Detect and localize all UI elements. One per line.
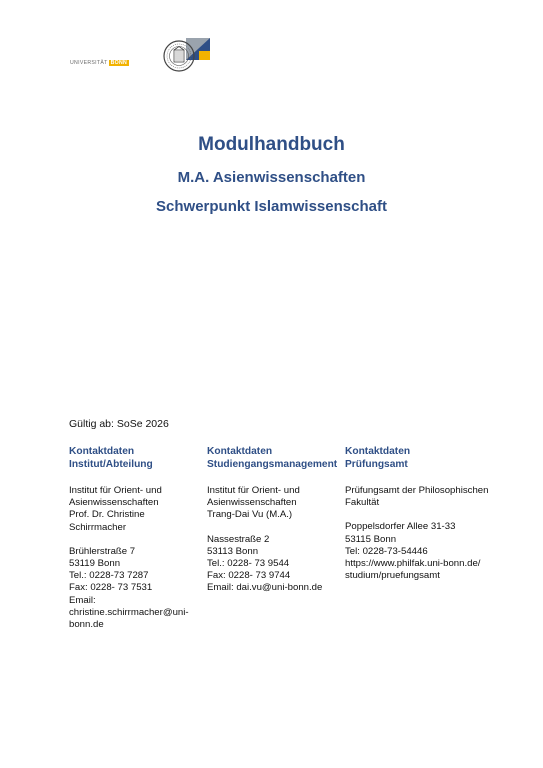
contact-details-block: Nassestraße 2 53113 Bonn Tel.: 0228- 73 9544 Fax: 0228- 73 9744 Email: dai.vu@uni-bonn.de: [207, 534, 337, 595]
logo-university-text: UNIVERSITÄT: [70, 60, 108, 66]
email-link[interactable]: christine.schirrmacher@uni-: [69, 606, 189, 618]
university-bonn-logo: [70, 38, 142, 68]
university-seal-icon: [163, 40, 195, 72]
contact-column-institute: [69, 445, 199, 643]
logo-bonn-text: BONN: [110, 60, 128, 66]
contact-address-block: Prüfungsamt der Philosophischen Fakultät: [345, 485, 489, 509]
email-link[interactable]: Email: dai.vu@uni-bonn.de: [207, 582, 323, 594]
contact-column-studiengangsmanagement: [207, 445, 337, 607]
contact-details-block: Poppelsdorfer Allee 31-33 53115 Bonn Tel: 0228-73-54446 https://www.philfak.uni-bonn.de/ studium/pruefungsamt: [345, 521, 495, 582]
contact-heading: Kontaktdaten Institut/Abteilung: [69, 446, 153, 470]
contact-address-block: Institut für Orient- und Asienwissenschaften Prof. Dr. Christine Schirrmacher: [69, 485, 162, 533]
program-title: M.A. Asienwissenschaften: [177, 169, 366, 186]
contact-column-pruefungsamt: [345, 445, 495, 594]
contact-heading: Kontaktdaten Prüfungsamt: [345, 446, 411, 470]
contact-heading: Kontaktdaten Studiengangsmanagement: [207, 446, 338, 470]
focus-title: Schwerpunkt Islamwissenschaft: [156, 198, 387, 215]
title-block: [0, 133, 543, 217]
contact-address-block: Institut für Orient- und Asienwissenschaften Trang-Dai Vu (M.A.): [207, 485, 300, 521]
document-title: Modulhandbuch: [198, 134, 345, 155]
website-link[interactable]: https://www.philfak.uni-bonn.de/: [345, 558, 481, 570]
validity-text: Gültig ab: SoSe 2026: [69, 418, 169, 430]
contact-details-block: Brühlerstraße 7 53119 Bonn Tel.: 0228-73 7287 Fax: 0228- 73 7531 Email: christine.schirrmacher@uni- bonn.de: [69, 546, 199, 631]
